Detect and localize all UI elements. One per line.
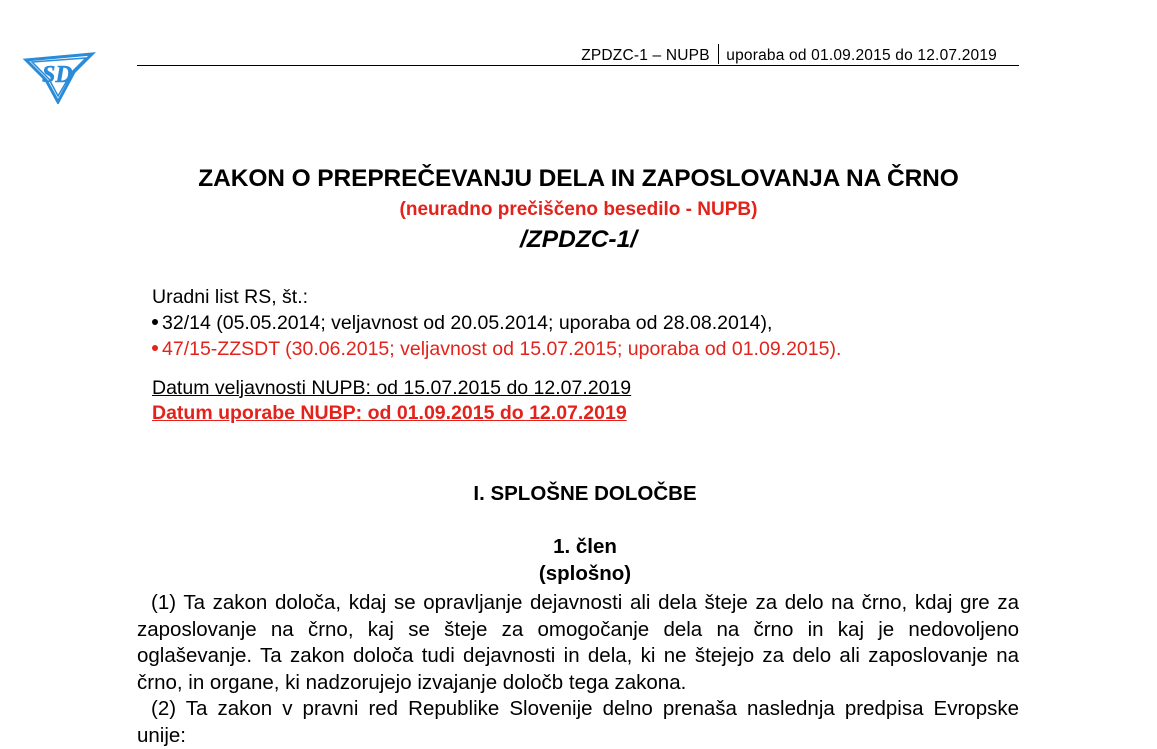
- usage-date: Datum uporabe NUBP: od 01.09.2015 do 12.07.2019: [152, 402, 627, 424]
- validity-date: Datum veljavnosti NUPB: od 15.07.2015 do 12.07.2019: [152, 377, 632, 399]
- article-title: (splošno): [538, 562, 632, 585]
- article-number: 1. člen: [553, 535, 617, 558]
- gazette-entry-number[interactable]: 47/15-ZZSDT: [162, 338, 280, 360]
- gazette-entry-details: (05.05.2014; veljavnost od 20.05.2014; uporaba od 28.08.2014),: [210, 312, 773, 334]
- header-code: ZPDZC-1 – NUPB: [581, 47, 710, 64]
- header-text: [581, 44, 997, 65]
- article-paragraph: (1) Ta zakon določa, kdaj se opravljanje dejavnosti ali dela šteje za delo na črno, kdaj gre za zaposlovanje na črno, kaj se šteje za omogočanje dela na črno in kaj je nedovoljeno oglaševanje. Ta zakon določa tudi dejavnosti in dela, ki ne štejejo za delo ali zaposlovanje na črno, in organe, ki nadzorujejo izvajanje določb tega zakona.: [137, 591, 1019, 694]
- sd-shield-logo-icon: [22, 50, 96, 104]
- header-separator: [718, 44, 720, 64]
- article-paragraph: (2) Ta zakon v pravni red Republike Slovenije delno prenaša naslednja predpisa Evropske unije:: [137, 697, 1019, 747]
- law-subtitle: (neuradno prečiščeno besedilo - NUPB): [399, 199, 758, 220]
- chapter-heading: I. SPLOŠNE DOLOČBE: [473, 482, 697, 505]
- law-abbreviation: /ZPDZC-1/: [519, 226, 638, 253]
- bullet-icon: [152, 319, 158, 325]
- gazette-label: Uradni list RS, št.:: [152, 286, 309, 308]
- svg-text:SD: SD: [42, 62, 73, 88]
- gazette-entry: [152, 336, 841, 362]
- gazette-entry-details: (30.06.2015; veljavnost od 15.07.2015; uporaba od 01.09.2015).: [279, 338, 842, 360]
- validity-section: [152, 376, 631, 426]
- bullet-icon: [152, 345, 158, 351]
- article-body: [137, 590, 1019, 749]
- law-title: ZAKON O PREPREČEVANJU DELA IN ZAPOSLOVANJA NA ČRNO: [198, 165, 959, 192]
- gazette-entry: [152, 310, 841, 336]
- gazette-section: [152, 284, 841, 362]
- gazette-entry-number[interactable]: 32/14: [162, 312, 211, 334]
- header-usage: uporaba od 01.09.2015 do 12.07.2019: [726, 47, 997, 64]
- page-header: [137, 43, 1019, 66]
